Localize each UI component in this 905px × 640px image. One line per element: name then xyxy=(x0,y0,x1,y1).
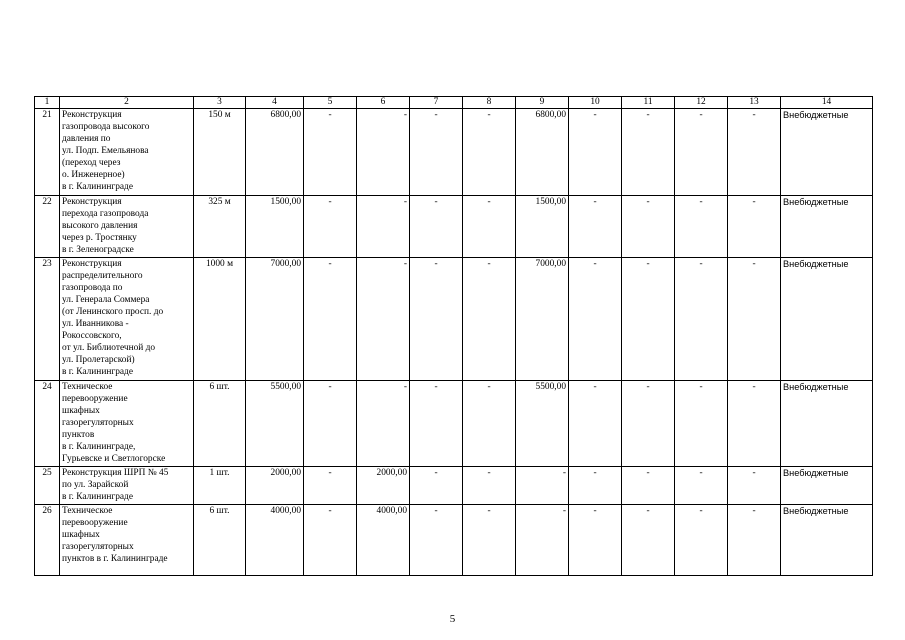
row-funding-source: Внебюджетные xyxy=(781,505,873,576)
row-col-5: - xyxy=(304,109,357,196)
row-col-9: 1500,00 xyxy=(516,196,569,258)
row-total: 4000,00 xyxy=(246,505,304,576)
column-number-row xyxy=(35,97,873,109)
row-col-7: - xyxy=(410,109,463,196)
row-col-8: - xyxy=(463,505,516,576)
column-header: 9 xyxy=(516,97,569,109)
row-col-9: - xyxy=(516,467,569,505)
column-header: 4 xyxy=(246,97,304,109)
row-col-9: 6800,00 xyxy=(516,109,569,196)
row-total: 5500,00 xyxy=(246,381,304,467)
row-col-13: - xyxy=(728,505,781,576)
table-row xyxy=(35,381,873,467)
row-col-8: - xyxy=(463,196,516,258)
row-funding-source: Внебюджетные xyxy=(781,196,873,258)
row-col-13: - xyxy=(728,196,781,258)
row-col-8: - xyxy=(463,258,516,381)
row-col-13: - xyxy=(728,467,781,505)
row-quantity: 6 шт. xyxy=(194,381,246,467)
row-col-10: - xyxy=(569,196,622,258)
row-quantity: 6 шт. xyxy=(194,505,246,576)
column-header: 11 xyxy=(622,97,675,109)
row-number: 26 xyxy=(35,505,60,576)
row-col-6: - xyxy=(357,196,410,258)
table-row xyxy=(35,258,873,381)
row-number: 21 xyxy=(35,109,60,196)
column-header: 6 xyxy=(357,97,410,109)
column-header: 1 xyxy=(35,97,60,109)
row-total: 2000,00 xyxy=(246,467,304,505)
row-col-13: - xyxy=(728,381,781,467)
row-description: Реконструкция перехода газопровода высокого давления через р. Тростянку в г. Зеленоградске xyxy=(60,196,194,258)
row-funding-source: Внебюджетные xyxy=(781,381,873,467)
row-col-11: - xyxy=(622,258,675,381)
row-col-6: 4000,00 xyxy=(357,505,410,576)
column-header: 5 xyxy=(304,97,357,109)
row-col-11: - xyxy=(622,109,675,196)
table-row xyxy=(35,196,873,258)
column-header: 7 xyxy=(410,97,463,109)
row-col-5: - xyxy=(304,381,357,467)
row-col-6: - xyxy=(357,109,410,196)
row-col-7: - xyxy=(410,381,463,467)
row-col-13: - xyxy=(728,109,781,196)
row-description: Техническое перевооружение шкафных газорегуляторных пунктов в г. Калининграде, Гурьевске и Светлогорске xyxy=(60,381,194,467)
row-col-6: - xyxy=(357,381,410,467)
column-header: 2 xyxy=(60,97,194,109)
row-number: 25 xyxy=(35,467,60,505)
row-funding-source: Внебюджетные xyxy=(781,258,873,381)
row-quantity: 1000 м xyxy=(194,258,246,381)
row-col-12: - xyxy=(675,505,728,576)
row-col-12: - xyxy=(675,381,728,467)
column-header: 13 xyxy=(728,97,781,109)
row-col-12: - xyxy=(675,109,728,196)
row-col-12: - xyxy=(675,196,728,258)
column-header: 10 xyxy=(569,97,622,109)
column-header: 8 xyxy=(463,97,516,109)
row-quantity: 1 шт. xyxy=(194,467,246,505)
row-description: Реконструкция распределительного газопровода по ул. Генерала Соммера (от Ленинского просп. до ул. Иванникова - Рокоссовского, от ул. Библиотечной до ул. Пролетарской) в г. Калининграде xyxy=(60,258,194,381)
row-col-5: - xyxy=(304,505,357,576)
row-number: 22 xyxy=(35,196,60,258)
row-col-10: - xyxy=(569,109,622,196)
row-col-7: - xyxy=(410,467,463,505)
row-col-6: 2000,00 xyxy=(357,467,410,505)
program-table xyxy=(34,96,873,576)
column-header: 3 xyxy=(194,97,246,109)
row-col-11: - xyxy=(622,196,675,258)
row-col-5: - xyxy=(304,467,357,505)
row-col-11: - xyxy=(622,381,675,467)
row-quantity: 325 м xyxy=(194,196,246,258)
row-col-11: - xyxy=(622,467,675,505)
row-col-10: - xyxy=(569,381,622,467)
row-col-8: - xyxy=(463,467,516,505)
row-col-10: - xyxy=(569,467,622,505)
row-number: 24 xyxy=(35,381,60,467)
row-total: 6800,00 xyxy=(246,109,304,196)
column-header: 14 xyxy=(781,97,873,109)
row-col-8: - xyxy=(463,109,516,196)
row-col-10: - xyxy=(569,505,622,576)
row-col-7: - xyxy=(410,505,463,576)
page-number: 5 xyxy=(449,613,456,625)
row-col-12: - xyxy=(675,467,728,505)
row-description: Реконструкция газопровода высокого давления по ул. Подп. Емельянова (переход через о. Инженерное) в г. Калининграде xyxy=(60,109,194,196)
row-col-7: - xyxy=(410,196,463,258)
row-funding-source: Внебюджетные xyxy=(781,467,873,505)
row-col-12: - xyxy=(675,258,728,381)
row-funding-source: Внебюджетные xyxy=(781,109,873,196)
row-col-13: - xyxy=(728,258,781,381)
row-total: 1500,00 xyxy=(246,196,304,258)
table-row xyxy=(35,505,873,576)
table-row xyxy=(35,467,873,505)
table-row xyxy=(35,109,873,196)
row-number: 23 xyxy=(35,258,60,381)
row-quantity: 150 м xyxy=(194,109,246,196)
row-col-9: 7000,00 xyxy=(516,258,569,381)
row-col-7: - xyxy=(410,258,463,381)
column-header: 12 xyxy=(675,97,728,109)
row-col-11: - xyxy=(622,505,675,576)
row-description: Техническое перевооружение шкафных газорегуляторных пунктов в г. Калининграде xyxy=(60,505,194,576)
row-col-9: - xyxy=(516,505,569,576)
row-col-5: - xyxy=(304,196,357,258)
row-description: Реконструкция ШРП № 45 по ул. Зарайской в г. Калининграде xyxy=(60,467,194,505)
row-col-10: - xyxy=(569,258,622,381)
row-col-6: - xyxy=(357,258,410,381)
row-col-5: - xyxy=(304,258,357,381)
row-col-9: 5500,00 xyxy=(516,381,569,467)
row-col-8: - xyxy=(463,381,516,467)
row-total: 7000,00 xyxy=(246,258,304,381)
